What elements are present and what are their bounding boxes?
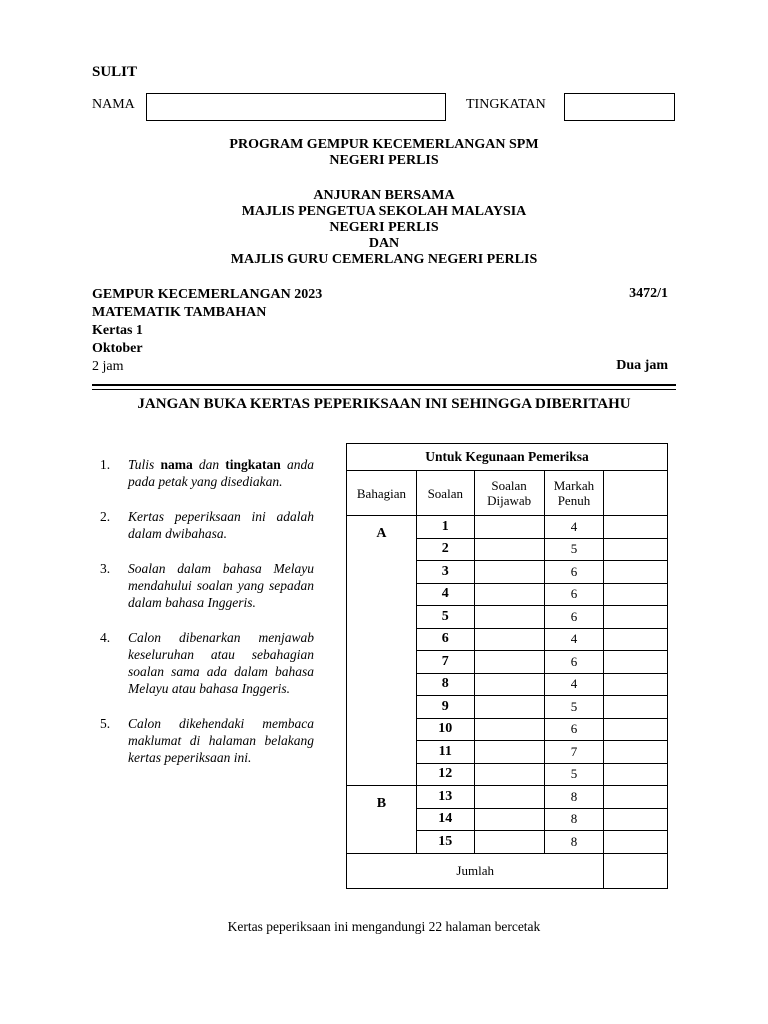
examiner-table-title: Untuk Kegunaan Pemeriksa [347,444,668,471]
full-marks: 4 [544,628,604,651]
score-cell[interactable] [604,561,668,584]
question-number: 10 [416,718,474,741]
score-cell[interactable] [604,583,668,606]
name-field[interactable] [146,93,446,121]
total-label: Jumlah [347,853,604,888]
question-number: 9 [416,696,474,719]
page-count-footer: Kertas peperiksaan ini mengandungi 22 halaman bercetak [227,919,541,934]
question-number: 2 [416,538,474,561]
score-cell[interactable] [604,516,668,539]
answered-cell[interactable] [474,628,544,651]
score-cell[interactable] [604,831,668,854]
answered-cell[interactable] [474,696,544,719]
full-marks: 6 [544,583,604,606]
section-b-cell: B [347,786,417,854]
score-cell[interactable] [604,651,668,674]
warning-text: JANGAN BUKA KERTAS PEPERIKSAAN INI SEHINGGA DIBERITAHU [137,396,631,412]
instruction-item [100,629,314,697]
exam-month: Oktober [92,341,143,356]
full-marks: 5 [544,763,604,786]
col-header-answered: Soalan Dijawab [474,471,544,516]
col-header-full-marks: Markah Penuh [544,471,604,516]
question-number: 4 [416,583,474,606]
answered-cell[interactable] [474,538,544,561]
answered-cell[interactable] [474,516,544,539]
instruction-number: 5. [100,716,111,731]
exam-duration: 2 jam [92,359,124,374]
full-marks: 4 [544,673,604,696]
organizer-line-4: DAN [368,236,400,251]
answered-cell[interactable] [474,651,544,674]
full-marks: 5 [544,696,604,719]
form-field[interactable] [564,93,675,121]
instruction-number: 3. [100,561,111,576]
exam-subject: MATEMATIK TAMBAHAN [92,305,267,320]
program-title [92,137,676,169]
divider-thick [92,384,676,386]
answered-cell[interactable] [474,808,544,831]
exam-duration-words: Dua jam [616,358,668,373]
instruction-text: Tulis nama dan tingkatan anda pada petak yang disediakan. [128,457,314,489]
instruction-item [100,715,314,766]
full-marks: 5 [544,538,604,561]
instruction-text: Calon dikehendaki membaca maklumat di halaman belakang kertas peperiksaan ini. [128,716,314,765]
full-marks: 7 [544,741,604,764]
col-header-question: Soalan [416,471,474,516]
answered-cell[interactable] [474,583,544,606]
full-marks: 6 [544,561,604,584]
instruction-text: Kertas peperiksaan ini adalah dalam dwibahasa. [128,509,314,541]
answered-cell[interactable] [474,606,544,629]
score-cell[interactable] [604,696,668,719]
answered-cell[interactable] [474,718,544,741]
section-a-cell: A [347,516,417,786]
score-cell[interactable] [604,718,668,741]
examiner-table [346,443,668,889]
full-marks: 6 [544,718,604,741]
score-cell[interactable] [604,606,668,629]
classification-label: SULIT [92,64,138,80]
divider-thin [92,389,676,390]
question-number: 13 [416,786,474,809]
table-row [347,786,668,809]
name-label: NAMA [92,97,135,112]
question-number: 6 [416,628,474,651]
answered-cell[interactable] [474,741,544,764]
full-marks: 6 [544,606,604,629]
total-cell[interactable] [604,853,668,888]
exam-code: 3472/1 [629,286,668,301]
instruction-item [100,456,314,490]
question-number: 7 [416,651,474,674]
question-number: 15 [416,831,474,854]
instruction-item [100,508,314,542]
question-number: 11 [416,741,474,764]
score-cell[interactable] [604,741,668,764]
organizer-line-3: NEGERI PERLIS [329,220,439,235]
answered-cell[interactable] [474,763,544,786]
instruction-number: 2. [100,509,111,524]
instruction-number: 1. [100,457,111,472]
score-cell[interactable] [604,763,668,786]
full-marks: 6 [544,651,604,674]
form-label: TINGKATAN [466,97,546,112]
question-number: 14 [416,808,474,831]
score-cell[interactable] [604,808,668,831]
program-line-1: PROGRAM GEMPUR KECEMERLANGAN SPM [229,137,539,152]
full-marks: 4 [544,516,604,539]
instructions-list [100,456,314,784]
answered-cell[interactable] [474,561,544,584]
question-number: 8 [416,673,474,696]
question-number: 3 [416,561,474,584]
instruction-text: Calon dibenarkan menjawab keseluruhan atau sebahagian soalan sama ada dalam bahasa Melayu atau bahasa Inggeris. [128,630,314,696]
answered-cell[interactable] [474,673,544,696]
instruction-text: Soalan dalam bahasa Melayu mendahului soalan yang sepadan dalam bahasa Inggeris. [128,561,314,610]
full-marks: 8 [544,786,604,809]
program-line-2: NEGERI PERLIS [329,153,439,168]
organizer-line-2: MAJLIS PENGETUA SEKOLAH MALAYSIA [241,204,527,219]
instruction-item [100,560,314,611]
exam-paper: Kertas 1 [92,323,143,338]
score-cell[interactable] [604,628,668,651]
score-cell[interactable] [604,673,668,696]
question-number: 1 [416,516,474,539]
col-header-section: Bahagian [347,471,417,516]
organizer-line-1: ANJURAN BERSAMA [313,188,455,203]
instruction-number: 4. [100,630,111,645]
organizer-line-5: MAJLIS GURU CEMERLANG NEGERI PERLIS [230,252,538,267]
col-header-blank [604,471,668,516]
score-cell[interactable] [604,786,668,809]
table-row [347,516,668,539]
full-marks: 8 [544,831,604,854]
question-number: 12 [416,763,474,786]
full-marks: 8 [544,808,604,831]
exam-name: GEMPUR KECEMERLANGAN 2023 [92,287,323,302]
question-number: 5 [416,606,474,629]
organizer-block [92,188,676,268]
score-cell[interactable] [604,538,668,561]
answered-cell[interactable] [474,831,544,854]
answered-cell[interactable] [474,786,544,809]
